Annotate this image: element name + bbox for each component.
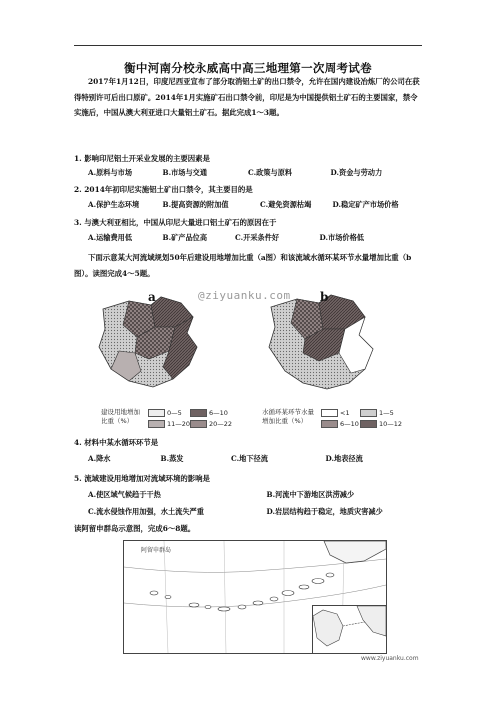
legend-swatch: [190, 409, 207, 417]
option-a[interactable]: A.降水: [88, 454, 111, 463]
exam-title: 衡中河南分校永威高中高三地理第一次周考试卷: [124, 61, 372, 75]
passage-2: 下面示意某大河流域规划50年后建设用地增加比重（a图）和该流域水循环某环节水量增加比重（b图）。读图完成4～5题。: [74, 253, 412, 278]
question-5-options-row2: [88, 507, 383, 517]
site-url[interactable]: www.ziyuanku.com: [361, 655, 419, 662]
map-b: [269, 295, 373, 389]
question-3-options: [88, 233, 364, 243]
legend-a-title: 建设用地增加比重（%）: [101, 408, 140, 425]
option-d[interactable]: D.稳定矿产市场价格: [332, 200, 399, 209]
figure-b-label: b: [320, 290, 329, 304]
legend-swatch: [360, 409, 377, 417]
option-b[interactable]: B.矿产品位高: [162, 233, 208, 242]
legend-swatch: [190, 420, 207, 428]
legend-b-item-4: 10—12: [360, 420, 402, 428]
legend-swatch: [321, 409, 338, 417]
legend-a-item-1: 0—5: [148, 409, 182, 417]
option-a[interactable]: A.使区域气候趋于干热: [88, 490, 161, 499]
legend-a-item-2: 6—10: [190, 409, 228, 417]
question-1: 1. 影响印尼铝土开采业发展的主要因素是: [74, 154, 210, 163]
option-c[interactable]: C.政策与原料: [248, 168, 293, 177]
option-c[interactable]: C.流水侵蚀作用加强，水土流失严重: [88, 507, 204, 516]
option-a[interactable]: A.运输费用低: [88, 233, 133, 242]
question-5-options-row1: [88, 490, 354, 500]
option-b[interactable]: B.市场与交通: [162, 168, 208, 177]
question-1-options: [88, 168, 382, 178]
legend-swatch: [360, 420, 377, 428]
header-rule: [74, 45, 422, 46]
question-2-options: [88, 200, 399, 210]
option-c[interactable]: C.避免资源枯竭: [260, 200, 312, 209]
option-d[interactable]: D.地表径流: [325, 454, 363, 463]
question-2: 2. 2014年初印尼实施铝土矿出口禁令，其主要目的是: [74, 185, 253, 194]
question-4-options: [88, 454, 363, 464]
option-c[interactable]: C.地下径流: [231, 454, 268, 463]
inset-map-drawing: [313, 606, 386, 653]
legend-b-item-3: 6—10: [321, 420, 359, 428]
option-a[interactable]: A.保护生态环境: [88, 200, 140, 209]
question-3: 3. 与澳大利亚相比，中国从印尼大量进口铝土矿石的原因在于: [74, 218, 277, 227]
legend-swatch: [321, 420, 338, 428]
option-a[interactable]: A.原料与市场: [88, 168, 133, 177]
option-c[interactable]: C.开采条件好: [235, 233, 280, 242]
option-b[interactable]: B.河流中下游地区洪涝减少: [266, 490, 355, 499]
option-d[interactable]: D.资金与劳动力: [330, 168, 383, 177]
intro-paragraph: 2017年1月12日，印度尼西亚宣布了部分取消铝土矿的出口禁令，允许在国内建设冶炼厂的公司在获得特别许可后出口原矿。2014年1月实施矿石出口禁令前，印尼是为中国提供铝土矿石的主要国家，禁令实施后，中国从澳大利亚进口大量铝土矿石。据此完成1～3题。: [74, 77, 420, 118]
inset-map: [312, 605, 387, 654]
legend-swatch: [148, 409, 165, 417]
question-5: 5. 流域建设用地增加对流域环境的影响是: [74, 474, 210, 483]
option-b[interactable]: B.提高资源的附加值: [162, 200, 229, 209]
legend-b-title: 水循环某环节水量增加比重（%）: [262, 408, 314, 425]
passage-3: 读阿留申群岛示意图，完成6～8题。: [74, 524, 196, 533]
map-title: 阿留申群岛: [141, 547, 172, 554]
question-4: 4. 材料中某水循环环节是: [74, 438, 159, 447]
legend-swatch: [148, 420, 165, 428]
option-b[interactable]: B.蒸发: [160, 454, 184, 463]
option-d[interactable]: D.岩层结构趋于稳定，地质灾害减少: [266, 507, 383, 516]
option-d[interactable]: D.市场价格低: [319, 233, 364, 242]
legend-b-item-1: <1: [321, 409, 350, 417]
map-a: [99, 297, 197, 387]
legend-a-item-3: 11—20: [148, 420, 190, 428]
watermark: @ziyuanku.com: [198, 289, 291, 302]
figure-a-label: a: [148, 290, 156, 304]
legend-a-item-4: 20—22: [190, 420, 232, 428]
legend-b-item-2: 1—5: [360, 409, 394, 417]
